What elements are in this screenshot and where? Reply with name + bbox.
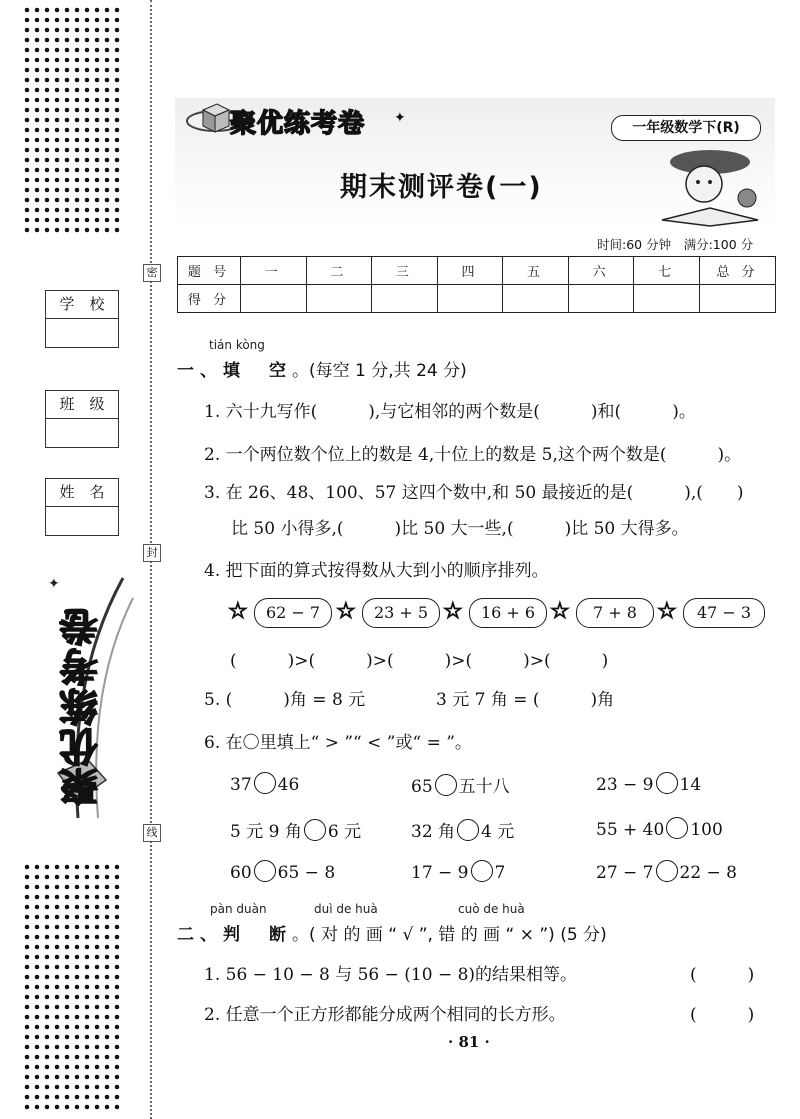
question-2-2: 2. 任意一个正方形都能分成两个相同的长方形。: [204, 1005, 566, 1025]
compare-left: 23 − 9: [596, 775, 654, 795]
reading-girl-illustration: [652, 148, 770, 228]
compare-item: [230, 860, 335, 883]
answer-blank-2-2[interactable]: ( ): [690, 1005, 755, 1025]
order-row: ( )>( )>( )>( )>( ): [230, 651, 609, 671]
score-cell[interactable]: [372, 285, 438, 313]
school-label: 学 校: [46, 291, 118, 319]
compare-right: 7: [494, 863, 506, 883]
compare-left: 60: [230, 863, 252, 883]
compare-circle[interactable]: [254, 772, 276, 794]
compare-item: [411, 772, 510, 797]
star-icon: ☆: [550, 599, 570, 624]
compare-right: 65 − 8: [277, 863, 336, 883]
compare-right: 100: [690, 820, 723, 840]
time-info: 时间:60 分钟 满分:100 分: [597, 237, 754, 252]
score-cell[interactable]: [634, 285, 700, 313]
question-1-4: 4. 把下面的算式按得数从大到小的顺序排列。: [204, 561, 549, 581]
section1-title: 一、填 空: [177, 361, 292, 381]
question-1-5a: 5. ( )角 = 8 元: [204, 690, 366, 710]
compare-circle[interactable]: [304, 819, 326, 841]
answer-blank-2-1[interactable]: ( ): [690, 965, 755, 985]
star-icon: ☆: [336, 599, 356, 624]
compare-circle[interactable]: [656, 860, 678, 882]
compare-item: [230, 817, 361, 842]
score-table: [177, 256, 776, 313]
expression-cloud: 47 − 3: [683, 598, 765, 628]
expression-cloud: 23 + 5: [362, 598, 440, 628]
expression-cloud: 7 + 8: [576, 598, 654, 628]
section1-note: 。(每空 1 分,共 24 分): [292, 361, 467, 381]
section2-pinyin-judge: pàn duàn: [210, 902, 267, 916]
score-header-cell: 题 号: [178, 257, 241, 285]
question-1-3b: 比 50 小得多,( )比 50 大一些,( )比 50 大得多。: [231, 519, 689, 539]
page-number: · 81 ·: [448, 1033, 490, 1051]
compare-item: [596, 860, 737, 883]
page-title: 期末测评卷(一): [340, 172, 543, 203]
score-header-cell: 二: [306, 257, 372, 285]
dotted-strip-top: [22, 5, 122, 235]
score-cell[interactable]: [568, 285, 634, 313]
score-cell[interactable]: [503, 285, 569, 313]
school-field[interactable]: [46, 319, 118, 347]
score-header-cell: 五: [503, 257, 569, 285]
name-field[interactable]: [46, 507, 118, 535]
svg-text:✦: ✦: [48, 576, 60, 592]
score-cell[interactable]: [241, 285, 307, 313]
star-icon: ☆: [228, 599, 248, 624]
grade-badge: 一年级数学下(R): [611, 115, 761, 141]
compare-item: [411, 860, 505, 883]
section2-heading: [177, 920, 607, 945]
class-label: 班 级: [46, 391, 118, 419]
compare-item: [230, 772, 299, 795]
compare-circle[interactable]: [471, 860, 493, 882]
section1-pinyin: tián kòng: [209, 338, 265, 352]
compare-left: 65: [411, 777, 433, 797]
question-1-6: 6. 在〇里填上“ > ”“ < ”或“ = ”。: [204, 733, 472, 753]
question-1-5b: 3 元 7 角 = ( )角: [436, 690, 615, 710]
compare-circle[interactable]: [435, 774, 457, 796]
compare-left: 32 角: [411, 822, 456, 842]
dotted-strip-bottom: [22, 862, 122, 1112]
score-header-cell: 六: [568, 257, 634, 285]
vertical-brand-text: 聚优练考卷: [60, 606, 104, 806]
score-header-cell: 四: [437, 257, 503, 285]
brand-title: 聚优练考卷: [230, 109, 366, 139]
question-1-3a: 3. 在 26、48、100、57 这四个数中,和 50 最接近的是( ),( ): [204, 483, 744, 503]
expression-cloud: 62 − 7: [254, 598, 332, 628]
question-1-1: 1. 六十九写作( ),与它相邻的两个数是( )和( )。: [204, 402, 696, 422]
compare-left: 17 − 9: [411, 863, 469, 883]
compare-circle[interactable]: [656, 772, 678, 794]
compare-left: 55 + 40: [596, 820, 665, 840]
compare-right: 4 元: [481, 822, 515, 842]
question-1-2: 2. 一个两位数个位上的数是 4,十位上的数是 5,这个两个数是( )。: [204, 445, 742, 465]
score-cell[interactable]: [437, 285, 503, 313]
section2-pinyin-right: duì de huà: [314, 902, 378, 916]
compare-left: 37: [230, 775, 252, 795]
compare-left: 5 元 9 角: [230, 822, 302, 842]
seal-char-mi: 密: [143, 264, 161, 282]
seal-char-xian: 线: [143, 824, 161, 842]
compare-right: 46: [277, 775, 300, 795]
section1-heading: [177, 356, 467, 381]
score-header-row: [178, 257, 776, 285]
score-header-cell: 七: [634, 257, 700, 285]
score-cell[interactable]: [306, 285, 372, 313]
compare-item: [411, 817, 514, 842]
school-box: [45, 290, 119, 348]
question-2-1: 1. 56 − 10 − 8 与 56 − (10 − 8)的结果相等。: [204, 965, 578, 985]
section2-title: 二、判 断: [177, 925, 292, 945]
seal-char-feng: 封: [143, 544, 161, 562]
class-field[interactable]: [46, 419, 118, 447]
compare-item: [596, 772, 701, 795]
score-header-cell: 一: [241, 257, 307, 285]
compare-circle[interactable]: [457, 819, 479, 841]
vertical-brand-logo: [28, 568, 138, 828]
score-header-cell: 总 分: [700, 257, 776, 285]
star-icon: ☆: [443, 599, 463, 624]
score-row: [178, 285, 776, 313]
expression-cloud: 16 + 6: [469, 598, 547, 628]
name-label: 姓 名: [46, 479, 118, 507]
compare-right: 22 − 8: [679, 863, 737, 883]
sparkle-icon: ✦: [394, 110, 406, 126]
compare-right: 14: [679, 775, 702, 795]
star-icon: ☆: [657, 599, 677, 624]
section2-note: 。( 对 的 画 “ √ ”, 错 的 画 “ × ”) (5 分): [292, 925, 607, 945]
compare-circle[interactable]: [666, 817, 688, 839]
class-box: [45, 390, 119, 448]
compare-right: 6 元: [327, 822, 362, 842]
compare-left: 27 − 7: [596, 863, 654, 883]
score-cell[interactable]: [700, 285, 776, 313]
compare-right: 五十八: [458, 777, 510, 797]
score-header-cell: 三: [372, 257, 438, 285]
compare-item: [596, 817, 723, 840]
section2-pinyin-wrong: cuò de huà: [458, 902, 525, 916]
compare-circle[interactable]: [254, 860, 276, 882]
score-row-label: 得 分: [178, 285, 241, 313]
name-box: [45, 478, 119, 536]
